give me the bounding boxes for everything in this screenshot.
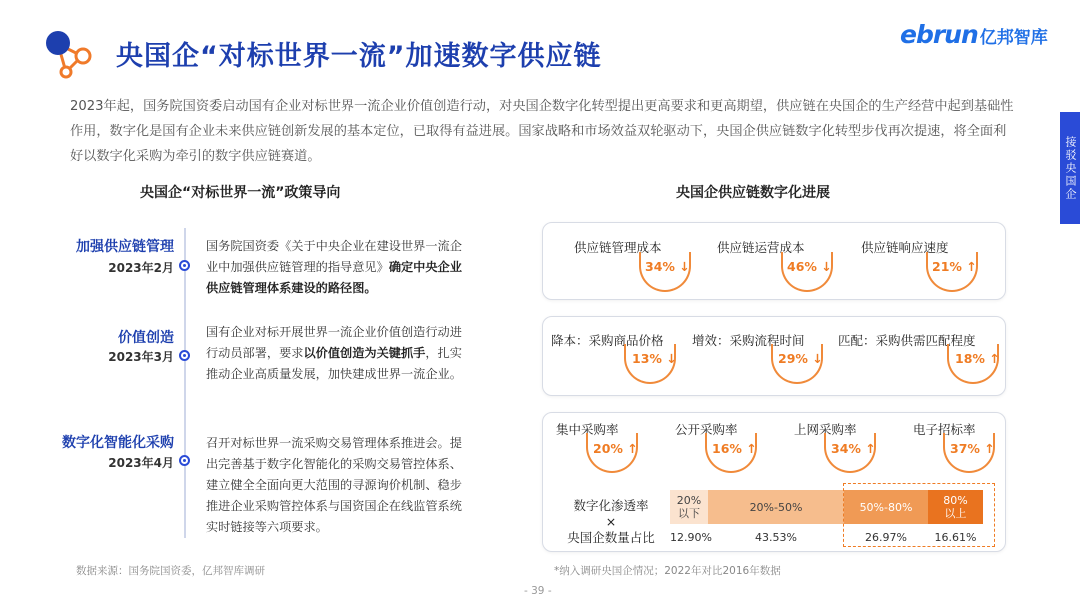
brand-latin: ebrun [900,20,978,49]
share-value: 26.97% [865,531,907,544]
policy-text: 召开对标世界一流采购交易管理体系推进会。提出完善基于数字化智能化的采购交易管控体系、建立健全全面向更大范围的寻源询价机制、稳步推进企业采购管控体系与国资国企在线监管系统实时链接等六项要求。 [206,436,462,534]
metric-value: 21% ↑ [932,259,977,274]
bar-segment: 80% 以上 [928,490,983,524]
bar-segment: 20%-50% [708,490,844,524]
metric-label: 公开采购率 [675,422,738,437]
policy-date: 2023年2月 [108,261,174,275]
page-number: - 39 - [524,585,552,597]
share-value: 43.53% [755,531,797,544]
bar-segment: 20% 以下 [670,490,708,524]
metric-label: 增效：采购流程时间 [692,333,805,348]
left-heading: 央国企“对标世界一流”政策导向 [140,185,341,201]
metric-value: 37% ↑ [950,441,995,456]
metric-value: 16% ↑ [712,441,757,456]
policy-date: 2023年3月 [108,350,174,364]
policy-title: 加强供应链管理 [76,239,174,255]
logo-icon [44,30,96,80]
metric-label: 匹配：采购供需匹配程度 [838,333,976,348]
metric-label: 上网采购率 [794,422,857,437]
metric-value: 34% ↑ [831,441,876,456]
policy-text: 国有企业对标开展世界一流企业价值创造行动进行动员部署，要求以价值创造为关键抓手，扎实推动企业高质量发展，加快建成世界一流企业。 [206,325,462,381]
metric-value: 29% ↓ [778,351,823,366]
metric-value: 18% ↑ [955,351,1000,366]
metric-value: 13% ↓ [632,351,677,366]
bar-segment: 50%-80% [844,490,928,524]
timeline-dot [179,455,190,466]
share-value: 12.90% [670,531,712,544]
share-value: 16.61% [934,531,977,544]
footnote: *纳入调研央国企情况；2022年对比2016年数据 [554,565,781,577]
metric-label: 降本：采购商品价格 [551,333,664,348]
metric-value: 46% ↓ [787,259,832,274]
metric-value: 34% ↓ [645,259,690,274]
brand-logo [900,20,1048,49]
brand-cn: 亿邦智库 [979,28,1048,48]
metric-value: 20% ↑ [593,441,638,456]
metric-label: 供应链响应速度 [861,240,949,255]
page-title: 央国企“对标世界一流”加速数字供应链 [116,41,602,72]
metric-label: 集中采购率 [556,422,619,437]
metric-label: 电子招标率 [913,422,976,437]
highlight-box [843,483,995,547]
policy-text: 国务院国资委《关于中央企业在建设世界一流企业中加强供应链管理的指导意见》确定中央企业供应链管理体系建设的路径图。 [206,239,462,295]
timeline-dot [179,260,190,271]
metric-label: 供应链运营成本 [717,240,805,255]
policy-title: 价值创造 [118,330,174,346]
source-note: 数据来源：国务院国资委，亿邦智库调研 [76,565,265,577]
side-tab[interactable]: 接驳央国企 [1060,112,1080,224]
bar-label: 数字化渗透率 × 央国企数量占比 [567,498,655,545]
timeline-line [184,228,186,538]
right-heading: 央国企供应链数字化进展 [676,185,830,201]
policy-date: 2023年4月 [108,456,174,470]
metric-label: 供应链管理成本 [574,240,662,255]
timeline-dot [179,350,190,361]
intro-paragraph: 2023年起，国务院国资委启动国有企业对标世界一流企业价值创造行动，对央国企数字化转型提出更高要求和更高期望，供应链在央国企的生产经营中起到基础性作用，数字化是国有企业未来供应链创新发展的基本定位，已取得有益进展。国家战略和市场效益双轮驱动下，央国企供应链数字化转型步伐再次提速，将全面利好以数字化采购为牵引的数字供应链赛道。 [70,99,1014,164]
policy-title: 数字化智能化采购 [62,435,174,451]
